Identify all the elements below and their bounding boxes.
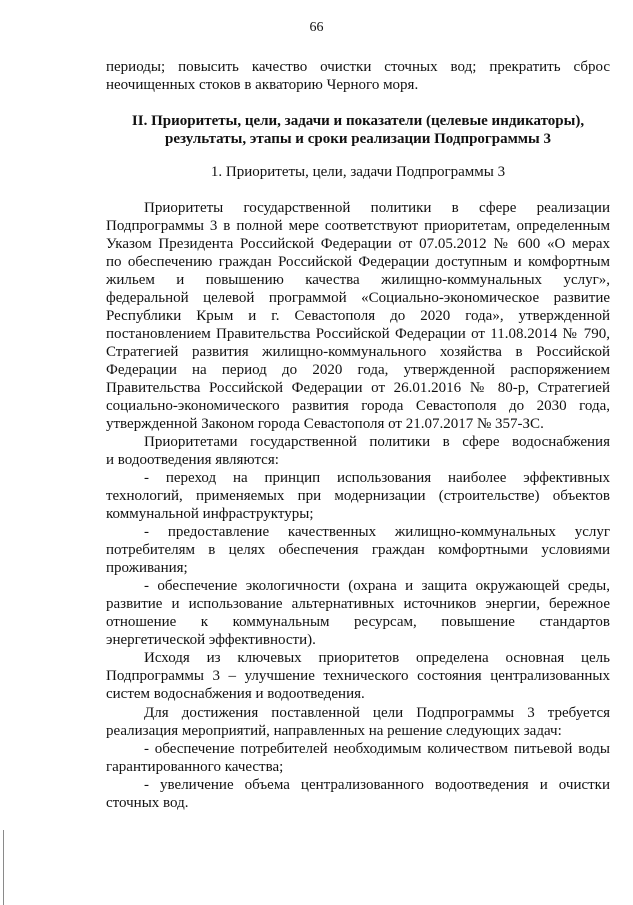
text-line: Приоритеты государственной политики в сфере реализации — [144, 200, 610, 216]
list-item — [106, 740, 610, 776]
text-line: Республики Крым и г. Севастополя до 2020 года», утвержденной — [106, 308, 610, 324]
text-line: Подпрограммы 3 – улучшение технического состояния централизованных — [106, 668, 610, 684]
intro-paragraph — [106, 58, 610, 94]
paragraph-goal — [106, 649, 610, 703]
text-line: коммунальной инфраструктуры; — [106, 506, 314, 522]
text-line: энергетической эффективности). — [106, 632, 316, 648]
text-line: социально-экономического развития города Севастополя до 2030 года, — [106, 398, 610, 414]
text-line: гарантированного качества; — [106, 759, 284, 775]
page-number: 66 — [309, 20, 324, 35]
text-line: утвержденной Законом города Севастополя от 21.07.2017 № 357-ЗС. — [106, 416, 544, 432]
list-item — [106, 577, 610, 649]
text-line: Федерации на период до 2020 года, утвержденной распоряжением — [106, 362, 610, 378]
text-line: Исходя из ключевых приоритетов определена основная цель — [144, 650, 610, 666]
text-line: периоды; повысить качество очистки сточных вод; прекратить сброс — [106, 59, 610, 75]
text-line: - переход на принцип использования наиболее эффективных — [144, 470, 610, 486]
text-line: Стратегией развития жилищно-коммунального хозяйства в Российской — [106, 344, 610, 360]
text-line: сточных вод. — [106, 795, 189, 811]
text-line: федеральной целевой программой «Социально-экономическое развитие — [106, 290, 610, 306]
text-line: реализация мероприятий, направленных на решение следующих задач: — [106, 723, 562, 739]
text-line: технологий, применяемых при модернизации (строительстве) объектов — [106, 488, 610, 504]
text-line: систем водоснабжения и водоотведения. — [106, 686, 365, 702]
section-heading-line: результаты, этапы и сроки реализации Подпрограммы 3 — [165, 131, 551, 147]
text-line: по обеспечению граждан Российской Федерации доступным и комфортным — [106, 254, 610, 270]
text-line: - увеличение объема централизованного водоотведения и очистки — [144, 777, 610, 793]
text-line: развитие и использование альтернативных источников энергии, бережное — [106, 596, 610, 612]
list-item — [106, 469, 610, 523]
list-item — [106, 523, 610, 577]
list-item — [106, 776, 610, 812]
text-line: Подпрограммы 3 в полной мере соответствуют приоритетам, определенным — [106, 218, 610, 234]
text-line: неочищенных стоков в акваторию Черного моря. — [106, 77, 419, 93]
section-heading — [106, 112, 610, 148]
text-line: Для достижения поставленной цели Подпрограммы 3 требуется — [144, 705, 610, 721]
text-line: проживания; — [106, 560, 188, 576]
text-line: - обеспечение потребителей необходимым количеством питьевой воды — [144, 741, 610, 757]
text-line: Правительства Российской Федерации от 26.01.2016 № 80-р, Стратегией — [106, 380, 610, 396]
text-line: жильем и повышению качества жилищно-коммунальных услуг», — [106, 272, 610, 288]
text-line: отношение к коммунальным ресурсам, повышение стандартов — [106, 614, 610, 630]
text-line: и водоотведения являются: — [106, 452, 279, 468]
text-line: Приоритетами государственной политики в сфере водоснабжения — [144, 434, 610, 450]
text-line: - предоставление качественных жилищно-коммунальных услуг — [144, 524, 610, 540]
text-line: Указом Президента Российской Федерации от 07.05.2012 № 600 «О мерах — [106, 236, 610, 252]
text-line: потребителям в целях обеспечения граждан комфортными условиями — [106, 542, 610, 558]
text-line: - обеспечение экологичности (охрана и защита окружающей среды, — [144, 578, 610, 594]
text-line: постановлением Правительства Российской Федерации от 11.08.2014 № 790, — [106, 326, 610, 342]
paragraph-priorities-water — [106, 433, 610, 469]
section-heading-line: II. Приоритеты, цели, задачи и показатели (целевые индикаторы), — [131, 113, 585, 129]
subsection-heading: 1. Приоритеты, цели, задачи Подпрограммы 3 — [210, 164, 506, 180]
scan-margin-line — [3, 830, 4, 905]
paragraph-tasks — [106, 704, 610, 740]
paragraph-priorities — [106, 199, 610, 433]
